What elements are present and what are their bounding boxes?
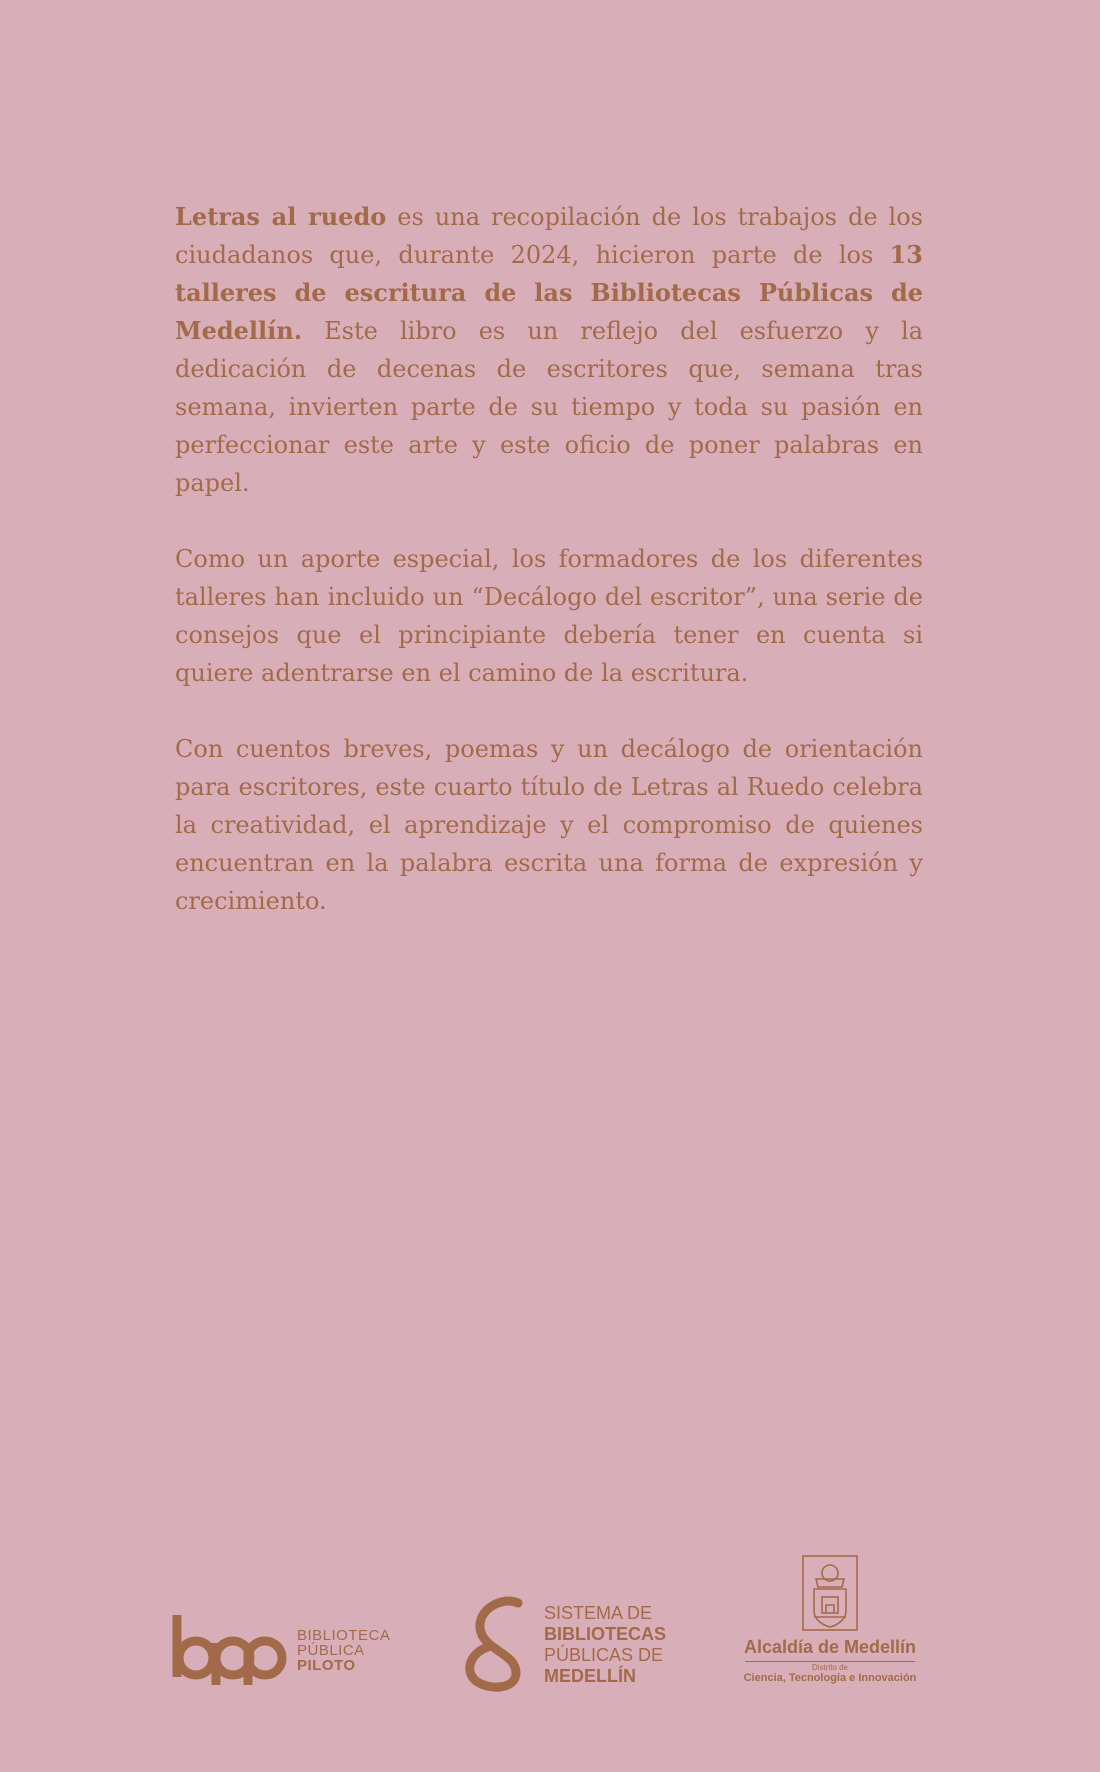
bpp-mark-icon [172,1615,287,1685]
alcaldia-name: Alcaldía de Medellín [743,1637,917,1657]
bpp-logo [172,1615,390,1685]
paragraph-2: Como un aporte especial, los formadores de los diferentes talleres han incluido un “Decálogo del escritor”, una serie de consejos que el principiante debería tener en cuenta si quiere adentrarse en el camino de la escritura. [175,545,923,687]
alcaldia-subtitle: Ciencia, Tecnología e Innovación [743,1672,917,1684]
bpp-wordmark: BIBLIOTECA PÚBLICA PILOTO [297,1626,391,1674]
paragraph-1 [175,198,923,502]
logos-row [0,1555,1100,1695]
coat-of-arms-icon [802,1555,858,1631]
alcaldia-distrito: Distrito de [811,1663,848,1672]
alcaldia-divider [745,1661,915,1662]
sbp-wordmark: SISTEMA DE BIBLIOTECAS PÚBLICAS DE MEDELLÍN [544,1603,667,1686]
paragraph-1-text-b: Este libro es un reflejo del esfuerzo y la dedicación de decenas de escritores que, semana tras semana, invierten parte de su tiempo y toda su pasión en perfeccionar este arte y este oficio de poner palabras en papel. [175,317,923,497]
book-title: Letras al ruedo [175,202,387,231]
back-cover-text [175,198,923,958]
alcaldia-logo [735,1555,925,1684]
sbp-swirl-icon [460,1595,530,1695]
paragraph-1-bold: 13 talleres de escritura de las Bibliotecas Públicas de Medellín. [175,240,923,345]
sistema-bibliotecas-logo [460,1595,666,1695]
paragraph-1-text-a: es una recopilación de los trabajos de los ciudadanos que, durante 2024, hicieron parte de los [175,203,923,269]
paragraph-3: Con cuentos breves, poemas y un decálogo de orientación para escritores, este cuarto título de Letras al Ruedo celebra la creatividad, el aprendizaje y el compromiso de quienes encuentran en la palabra escrita una forma de expresión y crecimiento. [175,735,923,915]
